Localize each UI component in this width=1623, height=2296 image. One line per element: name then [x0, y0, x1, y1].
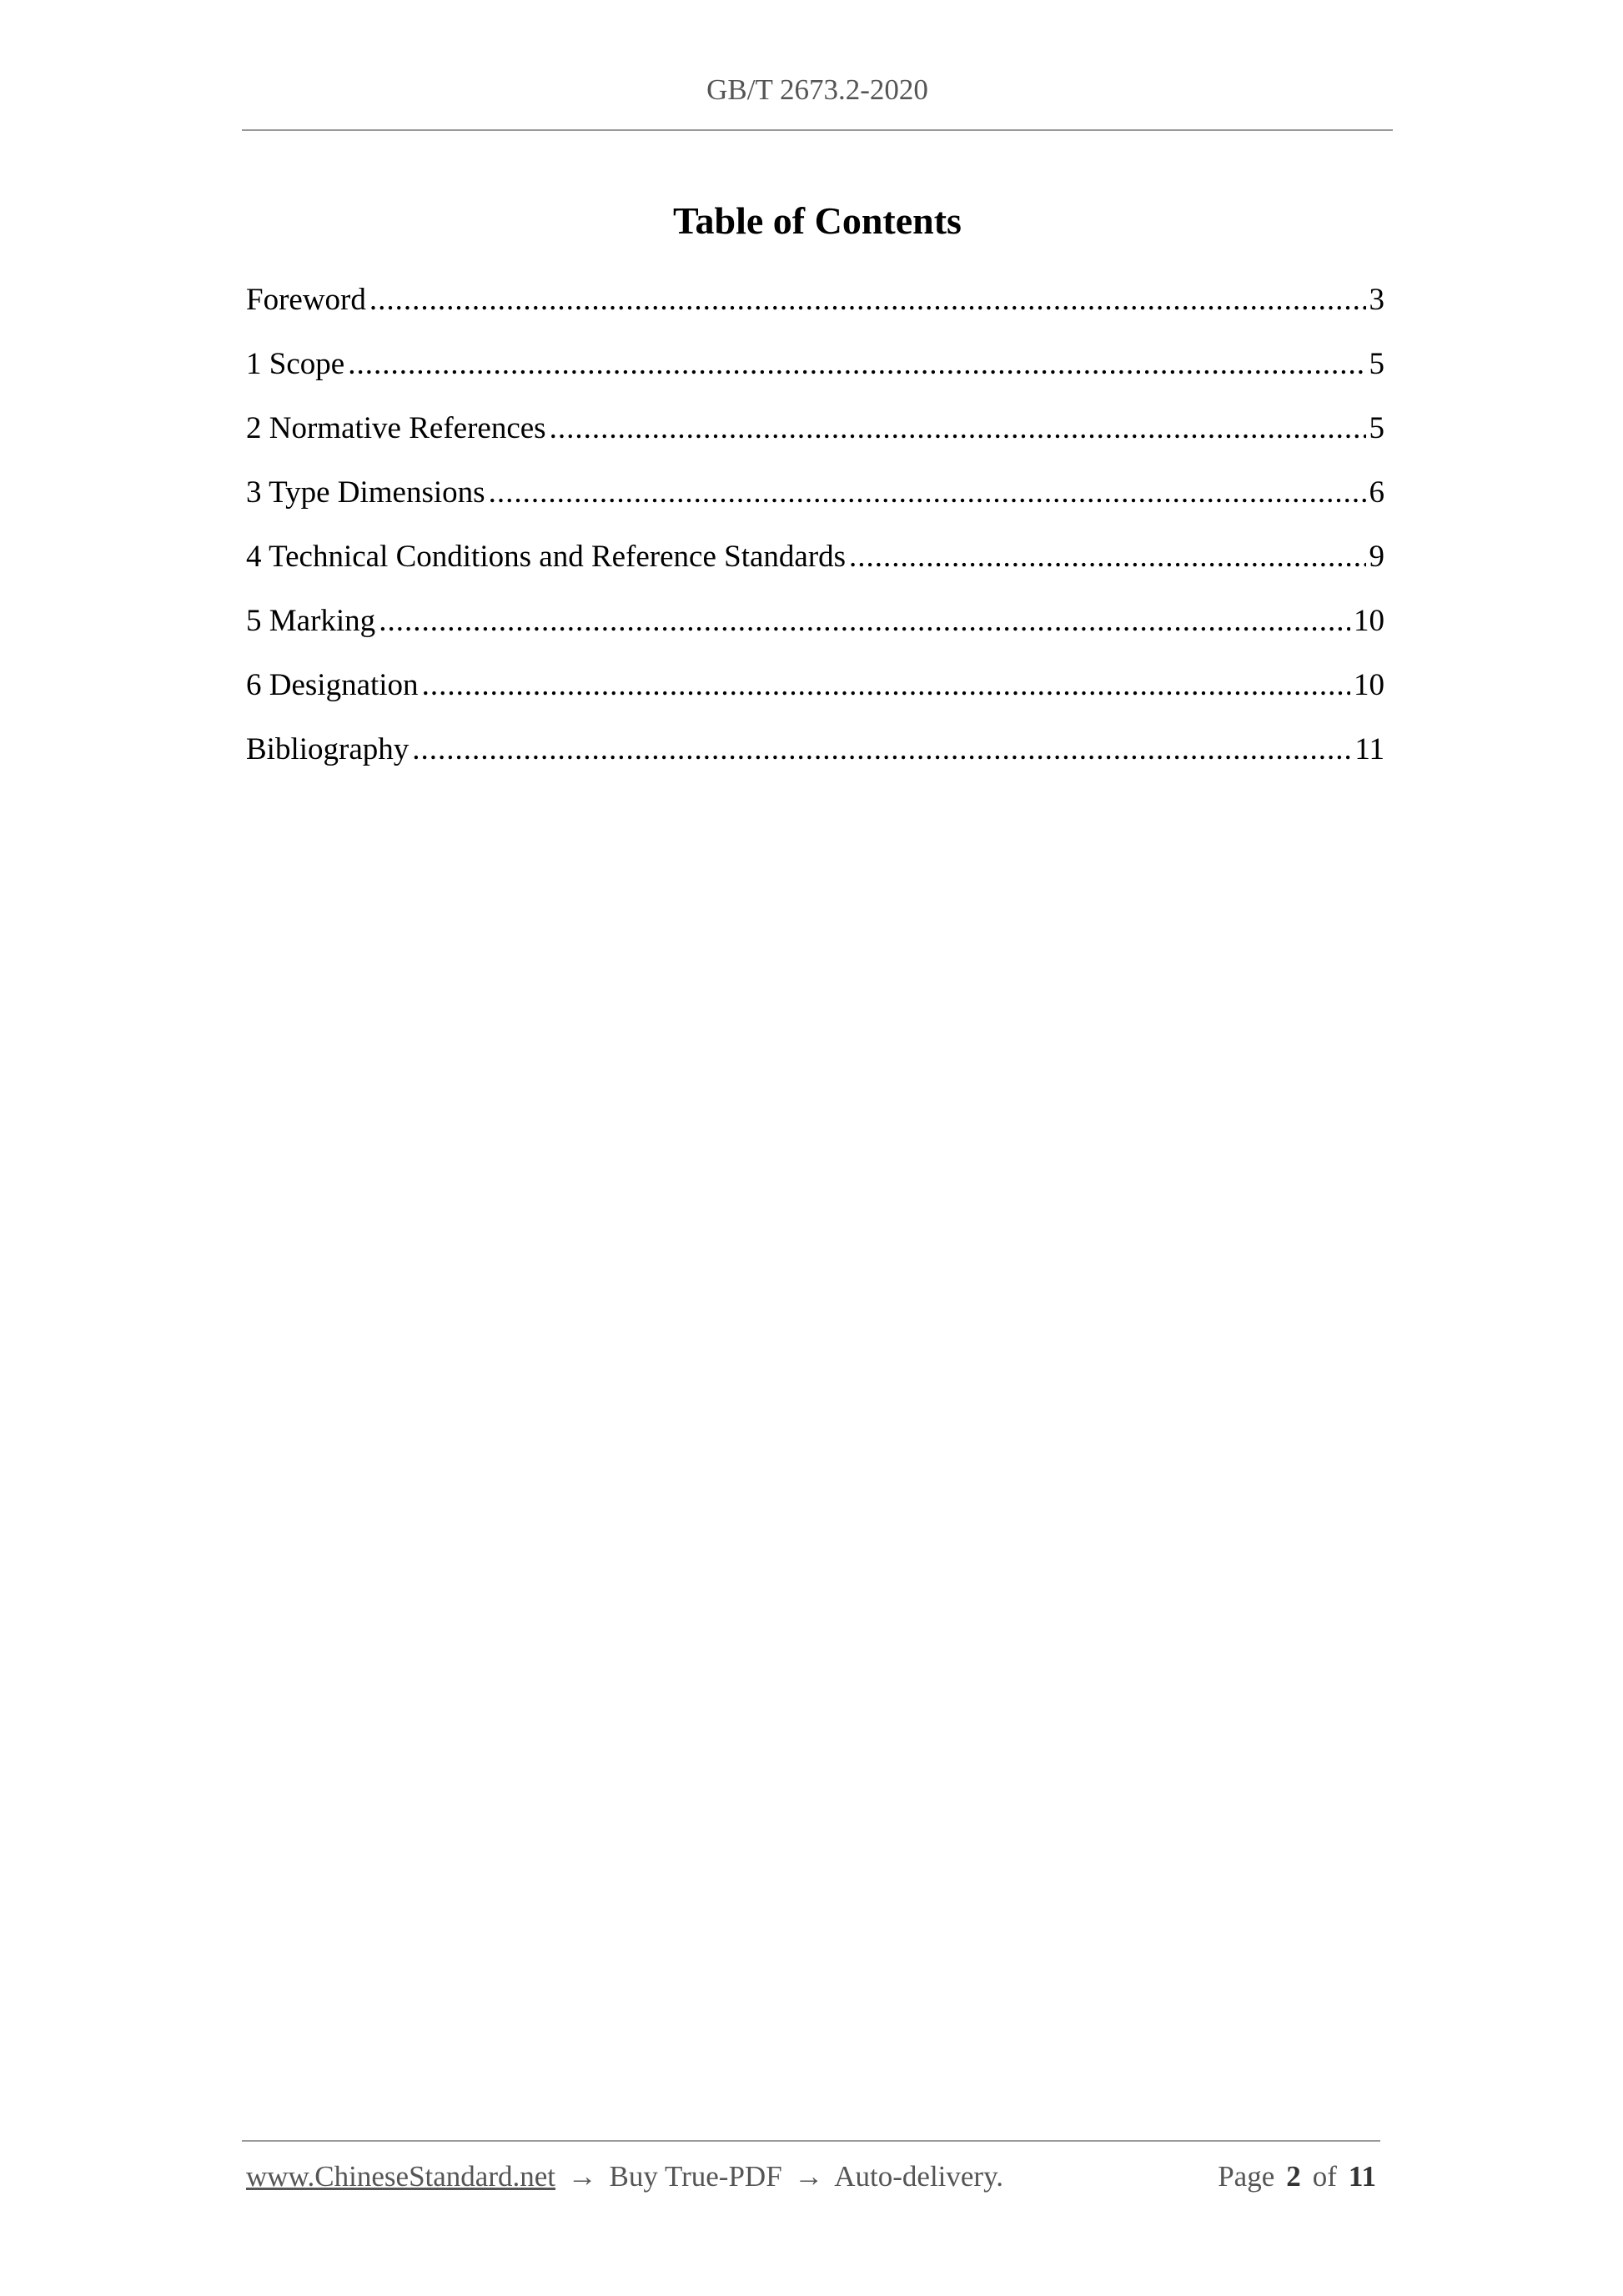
- toc-entry-label: 5 Marking: [246, 604, 376, 638]
- toc-dot-leader: [369, 277, 1366, 324]
- toc-entry-designation[interactable]: [246, 662, 1384, 726]
- toc-entry-bibliography[interactable]: [246, 726, 1384, 791]
- of-word: of: [1312, 2160, 1337, 2193]
- current-page-number: 2: [1286, 2160, 1301, 2193]
- document-id-header: GB/T 2673.2-2020: [706, 73, 928, 106]
- toc-entry-foreword[interactable]: [246, 277, 1384, 341]
- toc-dot-leader: [348, 341, 1365, 388]
- toc-entry-page: 11: [1354, 732, 1384, 766]
- toc-list: [246, 277, 1384, 791]
- toc-entry-type-dimensions[interactable]: [246, 470, 1384, 534]
- toc-entry-label: 1 Scope: [246, 347, 345, 381]
- toc-dot-leader: [550, 405, 1366, 452]
- toc-entry-technical-conditions[interactable]: [246, 534, 1384, 598]
- toc-entry-page: 9: [1369, 540, 1384, 574]
- toc-entry-page: 5: [1369, 347, 1384, 381]
- toc-entry-page: 6: [1369, 475, 1384, 510]
- toc-entry-scope[interactable]: [246, 341, 1384, 405]
- toc-entry-label: Foreword: [246, 283, 366, 317]
- toc-dot-leader: [489, 470, 1366, 516]
- toc-entry-label: 4 Technical Conditions and Reference Standards: [246, 540, 847, 574]
- toc-dot-leader: [849, 534, 1365, 580]
- header-divider: [242, 129, 1393, 131]
- footer-divider: [242, 2140, 1380, 2142]
- buy-true-pdf-text: Buy True-PDF: [609, 2160, 782, 2193]
- footer-purchase-line: [246, 2160, 1003, 2193]
- toc-dot-leader: [379, 598, 1350, 645]
- toc-entry-label: 3 Type Dimensions: [246, 475, 485, 510]
- arrow-right-icon: →: [794, 2160, 824, 2193]
- toc-entry-page: 10: [1354, 604, 1384, 638]
- toc-entry-page: 3: [1369, 283, 1384, 317]
- arrow-right-icon: →: [567, 2160, 597, 2193]
- toc-entry-label: 6 Designation: [246, 668, 419, 702]
- page-indicator: [1218, 2160, 1376, 2193]
- toc-entry-page: 10: [1354, 668, 1384, 702]
- auto-delivery-text: Auto-delivery.: [834, 2160, 1004, 2193]
- page-word: Page: [1218, 2160, 1275, 2193]
- toc-title: Table of Contents: [673, 199, 962, 242]
- toc-entry-marking[interactable]: [246, 598, 1384, 662]
- toc-entry-normative-references[interactable]: [246, 405, 1384, 470]
- website-link[interactable]: www.ChineseStandard.net: [246, 2160, 555, 2193]
- toc-entry-label: Bibliography: [246, 732, 410, 766]
- toc-dot-leader: [422, 662, 1350, 709]
- toc-entry-page: 5: [1369, 411, 1384, 445]
- toc-dot-leader: [412, 726, 1351, 773]
- toc-entry-label: 2 Normative References: [246, 411, 546, 445]
- total-pages-number: 11: [1348, 2160, 1376, 2193]
